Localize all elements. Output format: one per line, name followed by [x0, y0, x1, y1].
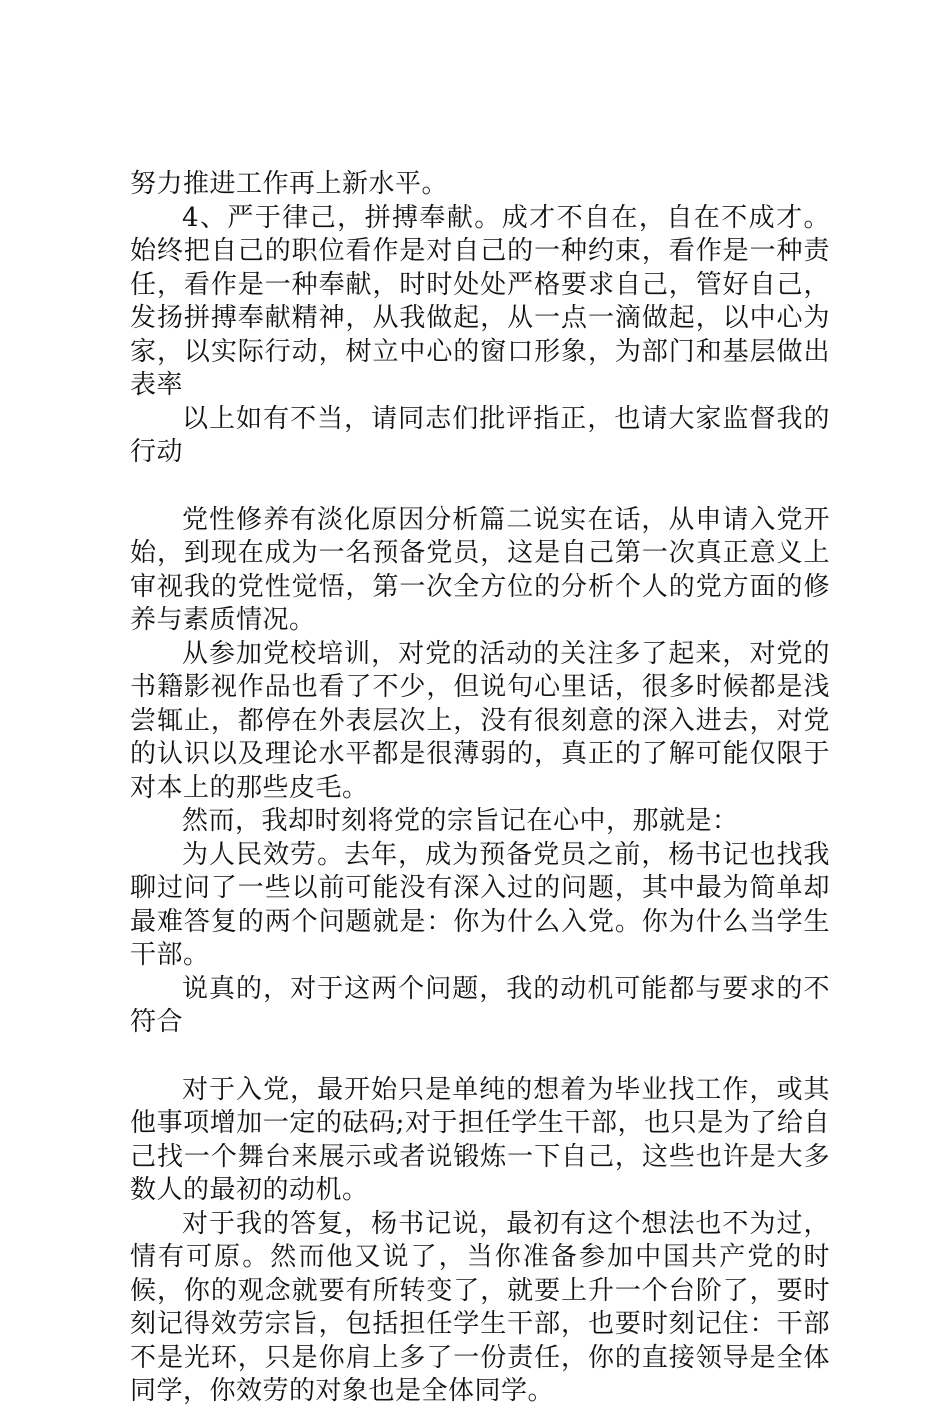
paragraph-initial-motive: 对于入党，最开始只是单纯的想着为毕业找工作，或其他事项增加一定的砝码;对于担任学生干部，也只是为了给自己找一个舞台来展示或者说锻炼一下自己，这些也许是大多数人的最初的动机。	[130, 1074, 830, 1205]
paragraph-closing-remark: 以上如有不当，请同志们批评指正，也请大家监督我的行动	[130, 403, 830, 467]
paragraph-secretary-reply: 对于我的答复，杨书记说，最初有这个想法也不为过，情有可原。然而他又说了，当你准备参加中国共产党的时候，你的观念就要有所转变了，就要上升一个台阶了，要时刻记得效劳宗旨，包括担任学生干部，也要时刻记住：干部不是光环，只是你肩上多了一份责任，你的直接领导是全体同学，你效劳的对象也是全体同学。	[130, 1208, 830, 1406]
paragraph-continuation: 努力推进工作再上新水平。	[130, 169, 449, 199]
paragraph-serve-people: 为人民效劳。去年，成为预备党员之前，杨书记也找我聊过问了一些以前可能没有深入过的问题，其中最为简单却最难答复的两个问题就是：你为什么入党。你为什么当学生干部。	[130, 839, 830, 970]
document-body	[130, 168, 830, 1409]
paragraph-motivation: 说真的，对于这两个问题，我的动机可能都与要求的不符合	[130, 973, 830, 1037]
paragraph-section-two-intro: 党性修养有淡化原因分析篇二说实在话，从申请入党开始，到现在成为一名预备党员，这是自己第一次真正意义上审视我的党性觉悟，第一次全方位的分析个人的党方面的修养与素质情况。	[130, 504, 830, 635]
paragraph-self-discipline: 4、严于律己，拼搏奉献。成才不自在，自在不成才。始终把自己的职位看作是对自己的一种约束，看作是一种责任，看作是一种奉献，时时处处严格要求自己，管好自己，发扬拼搏奉献精神，从我做起，从一点一滴做起，以中心为家，以实际行动，树立中心的窗口形象，为部门和基层做出表率	[130, 202, 830, 400]
paragraph-gap	[130, 1040, 830, 1074]
paragraph-party-tenet: 然而，我却时刻将党的宗旨记在心中，那就是：	[182, 806, 739, 836]
paragraph-gap	[130, 470, 830, 504]
paragraph-party-school: 从参加党校培训，对党的活动的关注多了起来，对党的书籍影视作品也看了不少，但说句心里话，很多时候都是浅尝辄止，都停在外表层次上，没有很刻意的深入进去，对党的认识以及理论水平都是很薄弱的，真正的了解可能仅限于对本上的那些皮毛。	[130, 638, 830, 803]
